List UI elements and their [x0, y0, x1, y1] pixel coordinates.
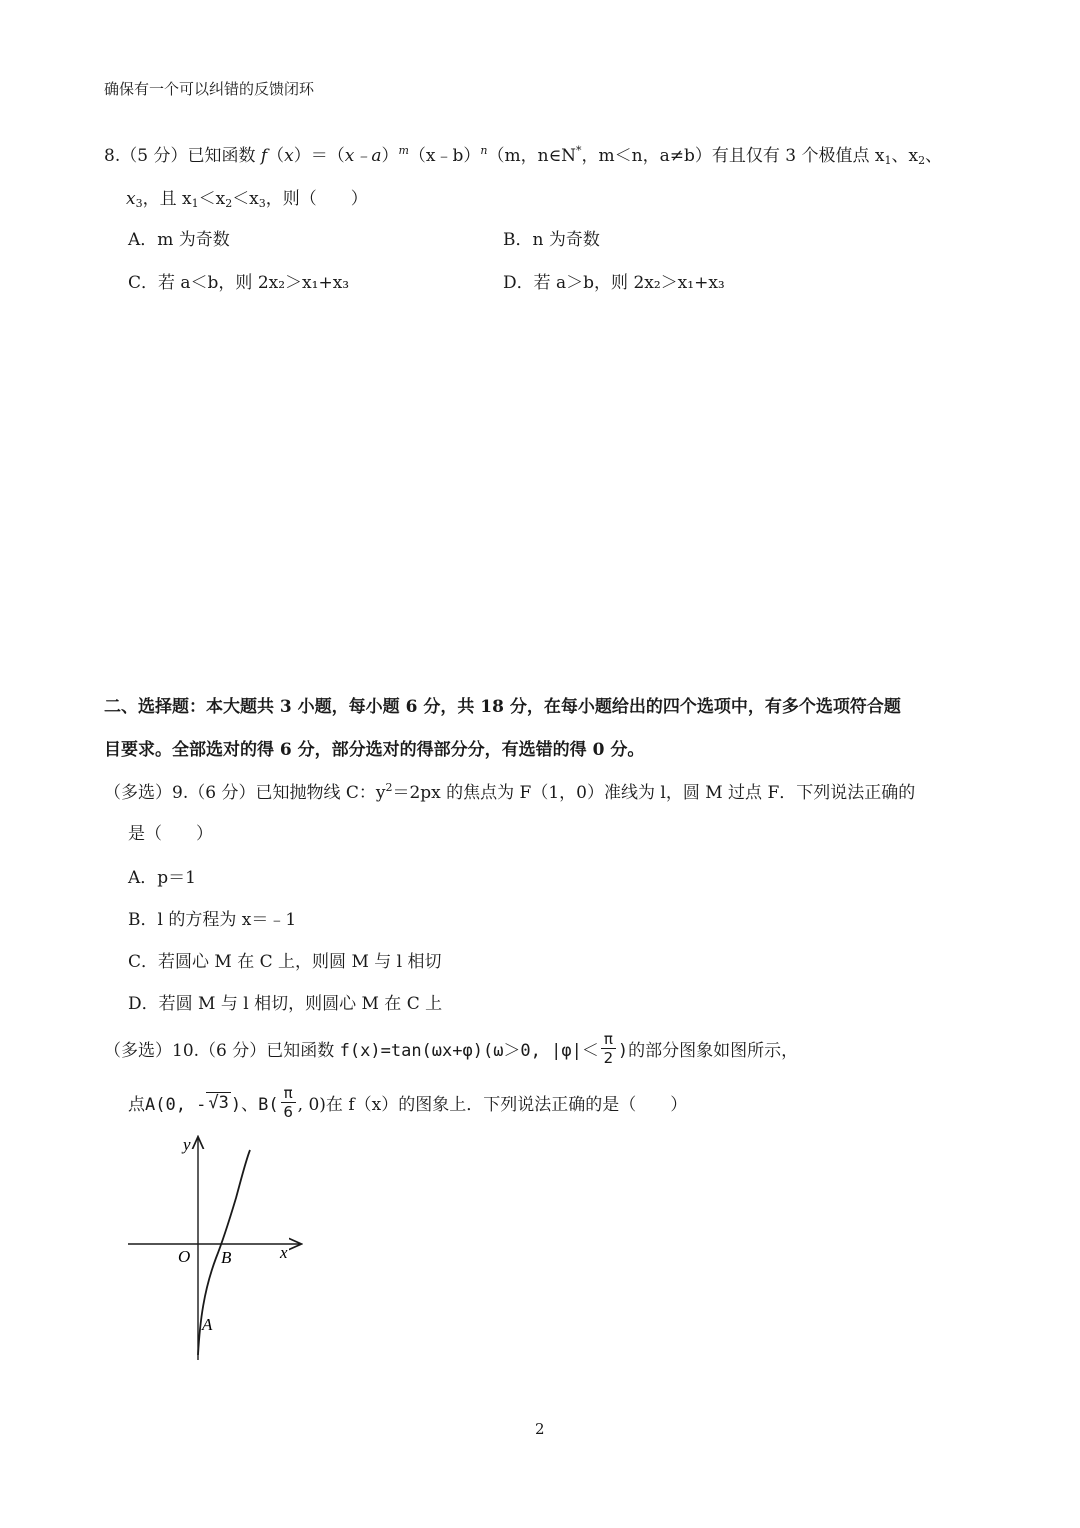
q9-option-d: D．若圆 M 与 l 相切，则圆心 M 在 C 上 — [128, 994, 443, 1014]
q8-option-b: B．n 为奇数 — [503, 230, 600, 250]
q9-option-b: B．l 的方程为 x＝﹣1 — [128, 910, 297, 930]
pi-over-2-fraction: $\frac{\pi}{2}$ — [601, 1030, 616, 1067]
question-10-line2: 点A(0, - √3 )、B( $\frac{\pi}{6}$ , 0)在 f（x）的图象上．下列说法正确的是（ ） — [128, 1084, 688, 1121]
pi-over-6-fraction: $\frac{\pi}{6}$ — [281, 1084, 296, 1121]
q8-option-d: D．若 a＞b，则 2x₂＞x₁+x₃ — [503, 273, 725, 293]
question-9-line1: （多选）9.（6 分）已知抛物线 C：$y^2=2px$ 的焦点为 F（1，0）准线为 l，圆 M 过点 F．下列说法正确的 — [104, 781, 916, 803]
question-8-line2: $x_3$，且 $x_1<x_2<x_3$，则（ ） — [126, 189, 368, 210]
header-note: 确保有一个可以纠错的反馈闭环 — [104, 80, 315, 98]
q9-option-c: C．若圆心 M 在 C 上，则圆 M 与 l 相切 — [128, 952, 442, 972]
section-2-line2: 目要求。全部选对的得 6 分，部分选对的得部分分，有选错的得 0 分。 — [104, 740, 645, 760]
q8-option-c: C．若 a＜b，则 2x₂＞x₁+x₃ — [128, 273, 350, 293]
section-2-line1: 二、选择题：本大题共 3 小题，每小题 6 分，共 18 分，在每小题给出的四个选项中，有多个选项符合题 — [104, 697, 901, 717]
point-b-label: B — [221, 1248, 232, 1267]
page-number: 2 — [535, 1420, 545, 1438]
origin-label: O — [178, 1247, 191, 1266]
q9-option-a: A．p＝1 — [128, 868, 196, 888]
question-9-line2: 是（ ） — [128, 824, 213, 844]
function-graph — [120, 1130, 310, 1370]
x-axis-label: x — [280, 1243, 288, 1262]
q8-option-a: A．m 为奇数 — [128, 230, 230, 250]
point-a-label: A — [202, 1315, 213, 1334]
question-10-line1: （多选）10.（6 分）已知函数 f(x)=tan(ωx+φ)(ω＞0, |φ|＜ $\frac{\pi}{2}$ )的部分图象如图所示， — [104, 1030, 799, 1067]
question-8-line1: 8.（5 分）已知函数 f（x）＝（x﹣a）$^m$（x﹣b）$^n$（m，n∈N*，m＜n，a≠b）有且仅有 3 个极值点 $x_1$、$x_2$、 — [104, 144, 943, 167]
y-axis-label: y — [183, 1135, 191, 1154]
